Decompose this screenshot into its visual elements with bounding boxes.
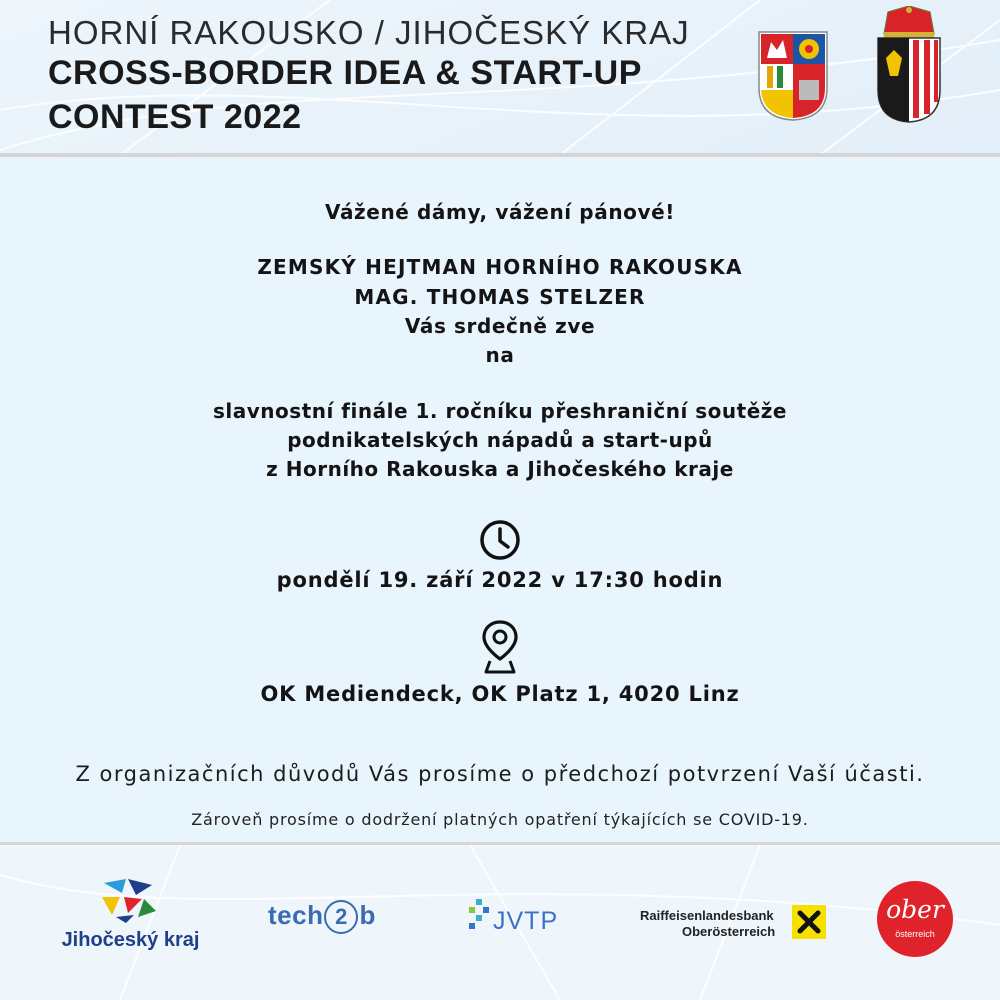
jvtp-logo	[467, 897, 559, 937]
invite-na: na	[485, 343, 515, 367]
map-pin-icon	[480, 619, 520, 675]
title-line-1: HORNÍ RAKOUSKO / JIHOČESKÝ KRAJ	[48, 14, 690, 51]
jvtp-emblem-icon	[467, 897, 493, 933]
raiffeisen-line-1: Raiffeisenlandesbank	[640, 908, 774, 923]
oberosterreich-logo-word: ober	[886, 895, 944, 924]
header-banner	[0, 0, 1000, 155]
host-title: ZEMSKÝ HEJTMAN HORNÍHO RAKOUSKA	[257, 255, 743, 279]
raiffeisen-mark-icon	[792, 905, 826, 939]
jihocesky-kraj-logo-text: Jihočeský kraj	[61, 929, 200, 951]
jihocesky-kraj-emblem-icon	[98, 877, 158, 923]
event-line-2: podnikatelských nápadů a start-upů	[287, 428, 713, 452]
header-divider	[0, 153, 1000, 157]
event-location: OK Mediendeck, OK Platz 1, 4020 Linz	[260, 682, 740, 706]
raiffeisen-logo	[640, 905, 830, 945]
tech2b-two: 2	[324, 900, 358, 934]
invite-text: Vás srdečně zve	[404, 314, 596, 338]
title-line-2: CROSS-BORDER IDEA & START-UP	[48, 54, 642, 92]
jihocesky-kraj-crest-icon	[757, 30, 829, 122]
clock-icon	[478, 518, 522, 562]
raiffeisen-line-2: Oberösterreich	[682, 924, 776, 939]
tech2b-suffix: b	[359, 900, 376, 930]
jihocesky-kraj-logo	[48, 877, 213, 957]
covid-note: Zároveň prosíme o dodržení platných opatření týkajících se COVID-19.	[191, 810, 809, 829]
event-line-3: z Horního Rakouska a Jihočeského kraje	[266, 457, 734, 481]
greeting: Vážené dámy, vážení pánové!	[324, 200, 676, 224]
event-line-1: slavnostní finále 1. ročníku přeshraniční soutěže	[213, 399, 787, 423]
oberosterreich-logo-sub: österreich	[895, 929, 935, 939]
host-name: MAG. THOMAS STELZER	[354, 285, 646, 309]
event-date-time: pondělí 19. září 2022 v 17:30 hodin	[276, 568, 724, 592]
jvtp-logo-text: JVTP	[493, 907, 559, 935]
tech2b-prefix: tech	[268, 900, 324, 930]
tech2b-logo	[268, 900, 376, 934]
partner-logos-footer	[0, 845, 1000, 1000]
title-line-3: CONTEST 2022	[48, 98, 302, 136]
oberosterreich-logo	[877, 881, 953, 957]
oberosterreich-crest-icon	[874, 6, 944, 124]
rsvp-note: Z organizačních důvodů Vás prosíme o předchozí potvrzení Vaší účasti.	[75, 762, 925, 786]
invitation-body	[0, 160, 1000, 840]
